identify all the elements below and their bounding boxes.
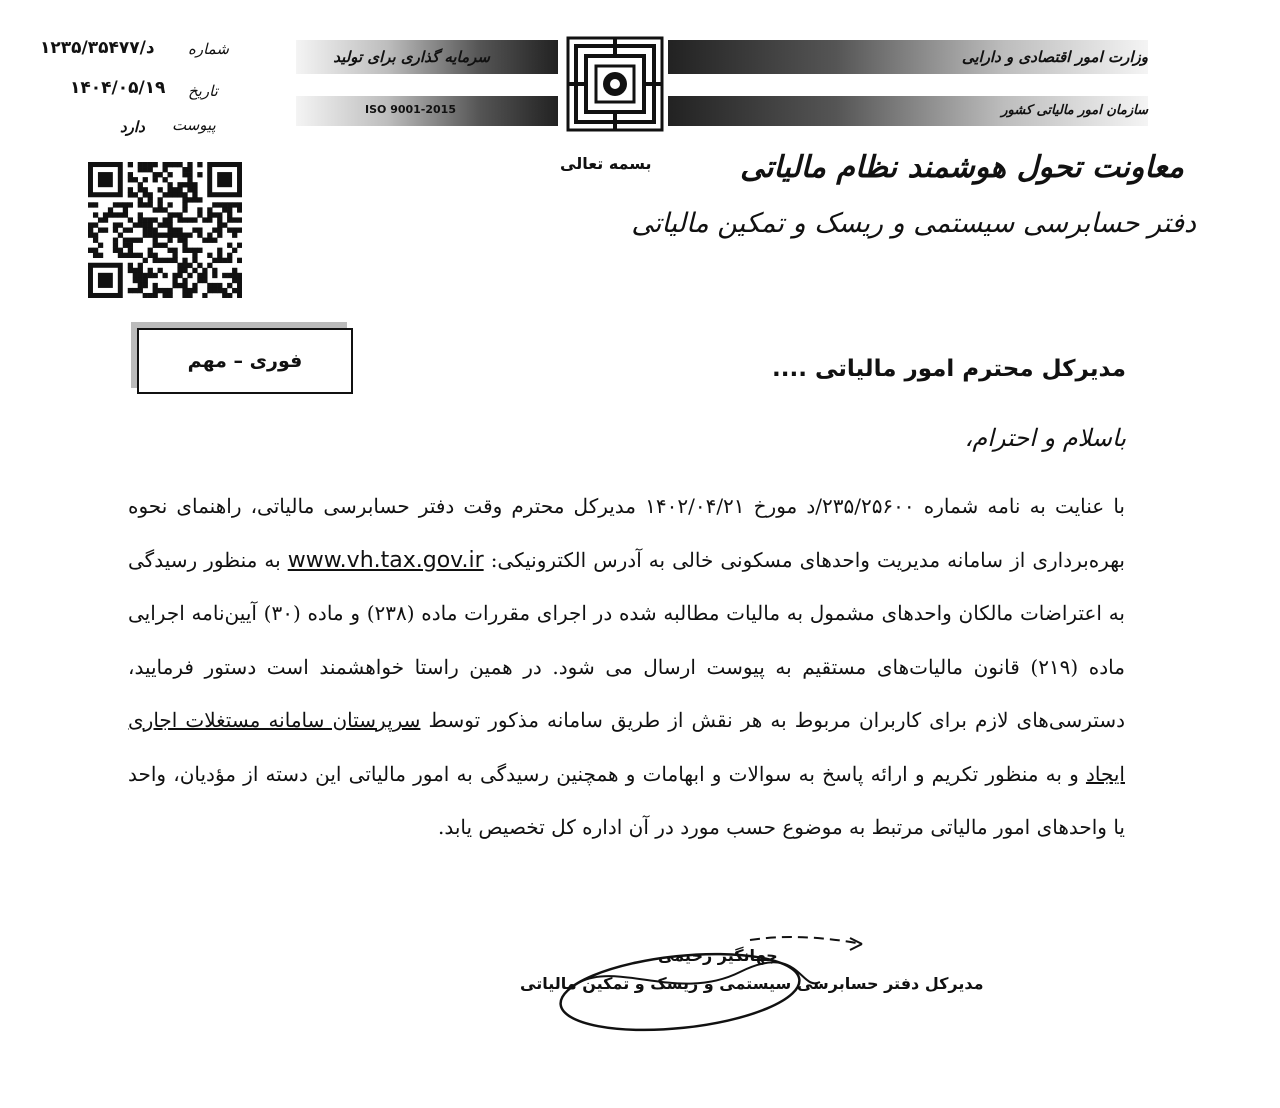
addressee: مدیرکل محترم امور مالیاتی .... bbox=[772, 356, 1126, 382]
qr-code bbox=[88, 162, 242, 298]
greeting: باسلام و احترام، bbox=[964, 424, 1126, 452]
attachment-value: دارد bbox=[120, 118, 145, 136]
letter-date-value: ۱۴۰۴/۰۵/۱۹ bbox=[70, 78, 166, 98]
letter-number-label: شماره bbox=[188, 40, 229, 58]
letter-date-label: تاریخ bbox=[188, 82, 218, 100]
tax-organization-emblem-icon bbox=[566, 36, 664, 132]
urgent-box bbox=[137, 328, 353, 394]
office-title: دفتر حسابرسی سیستمی و ریسک و تمکین مالیاتی bbox=[631, 208, 1196, 239]
body-underlined: سرپرستان سامانه مستغلات اجاری ایجاد bbox=[128, 708, 1125, 786]
bismillah: بسمه تعالی bbox=[560, 154, 652, 173]
iso-label: ISO 9001-2015 bbox=[365, 103, 456, 116]
body-part-3: و به منظور تکریم و ارائه پاسخ به سوالات و ابهامات و همچنین رسیدگی به امور مالیاتی این دسته از مؤدیان، واحد یا واحدهای امور مالیاتی مرتبط به موضوع حسب مورد در آن اداره کل تخصیص یابد. bbox=[128, 761, 1125, 839]
deputy-title: معاونت تحول هوشمند نظام مالیاتی bbox=[740, 150, 1184, 185]
organization-name: سازمان امور مالیاتی کشور bbox=[1001, 103, 1148, 118]
signatory-name: جهانگیر رحیمی bbox=[658, 946, 778, 965]
slogan: سرمایه گذاری برای تولید bbox=[333, 48, 490, 66]
body-part-2: به منظور رسیدگی به اعتراضات مالکان واحدهای مشمول به مالیات مطالبه شده در اجرای مقررات ماده (۲۳۸) و ماده (۳۰) آیین‌نامه اجرایی ماده (۲۱۹) قانون مالیات‌های مستقیم به پیوست ارسال می شود. در همین راستا خواهشمند است دستور فرمایید، دسترسی‌های لازم برای کاربران مربوط به هر نقش از طریق سامانه مذکور توسط bbox=[128, 547, 1125, 732]
letter-body bbox=[128, 480, 1125, 855]
ministry-name: وزارت امور اقتصادی و دارایی bbox=[961, 48, 1148, 66]
website-link[interactable]: www.vh.tax.gov.ir bbox=[287, 547, 484, 573]
attachment-label: پیوست bbox=[172, 116, 216, 134]
letter-number-value: ۱۲۳۵/۳۵۴۷۷/د bbox=[40, 38, 155, 58]
signatory-title: مدیرکل دفتر حسابرسی سیستمی و ریسک و تمکین مالیاتی bbox=[520, 974, 984, 993]
body-part-1: با عنایت به نامه شماره ۲۳۵/۲۵۶۰۰/د مورخ ۱۴۰۲/۰۴/۲۱ مدیرکل محترم وقت دفتر حسابرسی مالیاتی، راهنمای نحوه بهره‌برداری از سامانه مدیریت واحدهای مسکونی خالی به آدرس الکترونیکی: bbox=[128, 494, 1125, 572]
urgent-label: فوری – مهم bbox=[187, 350, 303, 372]
